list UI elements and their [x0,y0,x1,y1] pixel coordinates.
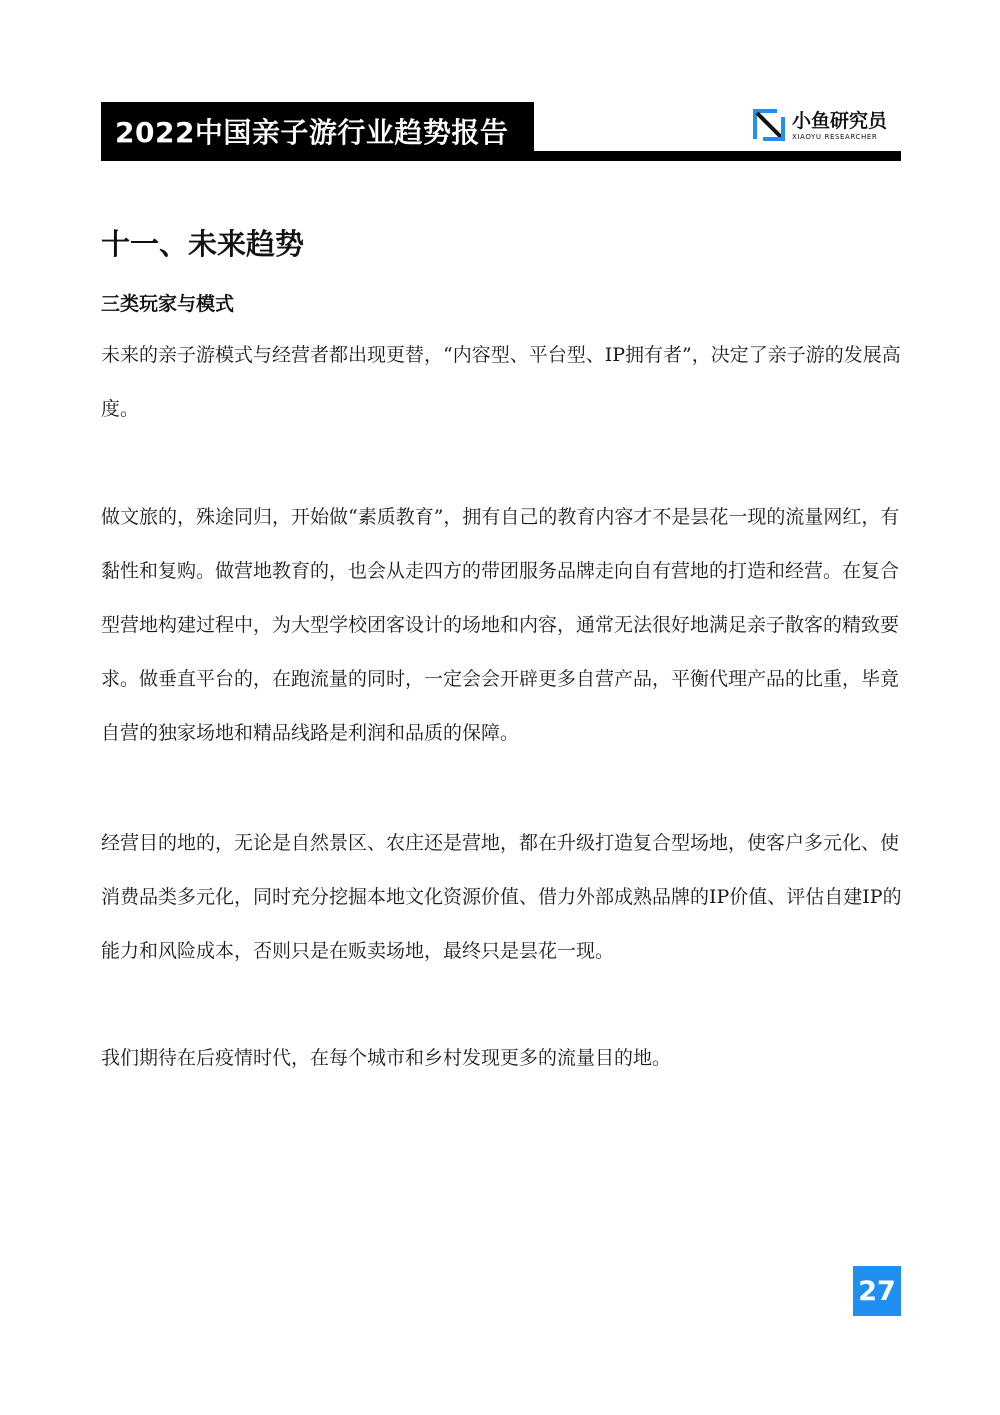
paragraph: 做文旅的，殊途同归，开始做“素质教育”，拥有自己的教育内容才不是昙花一现的流量网红，有黏性和复购。做营地教育的，也会从走四方的带团服务品牌走向自有营地的打造和经营。在复合型营地构建过程中，为大型学校团客设计的场地和内容，通常无法很好地满足亲子散客的精致要求。做垂直平台的，在跑流量的同时，一定会会开辟更多自营产品，平衡代理产品的比重，毕竟自营的独家场地和精品线路是利润和品质的保障。 [101,506,900,744]
xiaoyu-logo-icon [752,108,786,142]
header-divider [101,151,901,161]
brand [752,104,902,146]
report-title: 2022中国亲子游行业趋势报告 [115,115,509,149]
paragraph: 我们期待在后疫情时代，在每个城市和乡村发现更多的流量目的地。 [101,1047,672,1069]
brand-name: 小鱼研究员 [792,110,888,132]
subsection-title: 三类玩家与模式 [101,293,235,315]
paragraph: 经营目的地的，无论是自然景区、农庄还是营地，都在升级打造复合型场地，使客户多元化、使消费品类多元化，同时充分挖掘本地文化资源价值、借力外部成熟品牌的IP价值、评估自建IP的能力和风险成本，否则只是在贩卖场地，最终只是昙花一现。 [101,832,902,962]
page-number: 27 [853,1266,901,1316]
brand-subtitle: XIAOYU RESEARCHER [792,133,878,141]
paragraph: 未来的亲子游模式与经营者都出现更替，“内容型、平台型、IP拥有者”，决定了亲子游的发展高度。 [101,344,901,420]
section-title: 十一、未来趋势 [101,227,305,261]
